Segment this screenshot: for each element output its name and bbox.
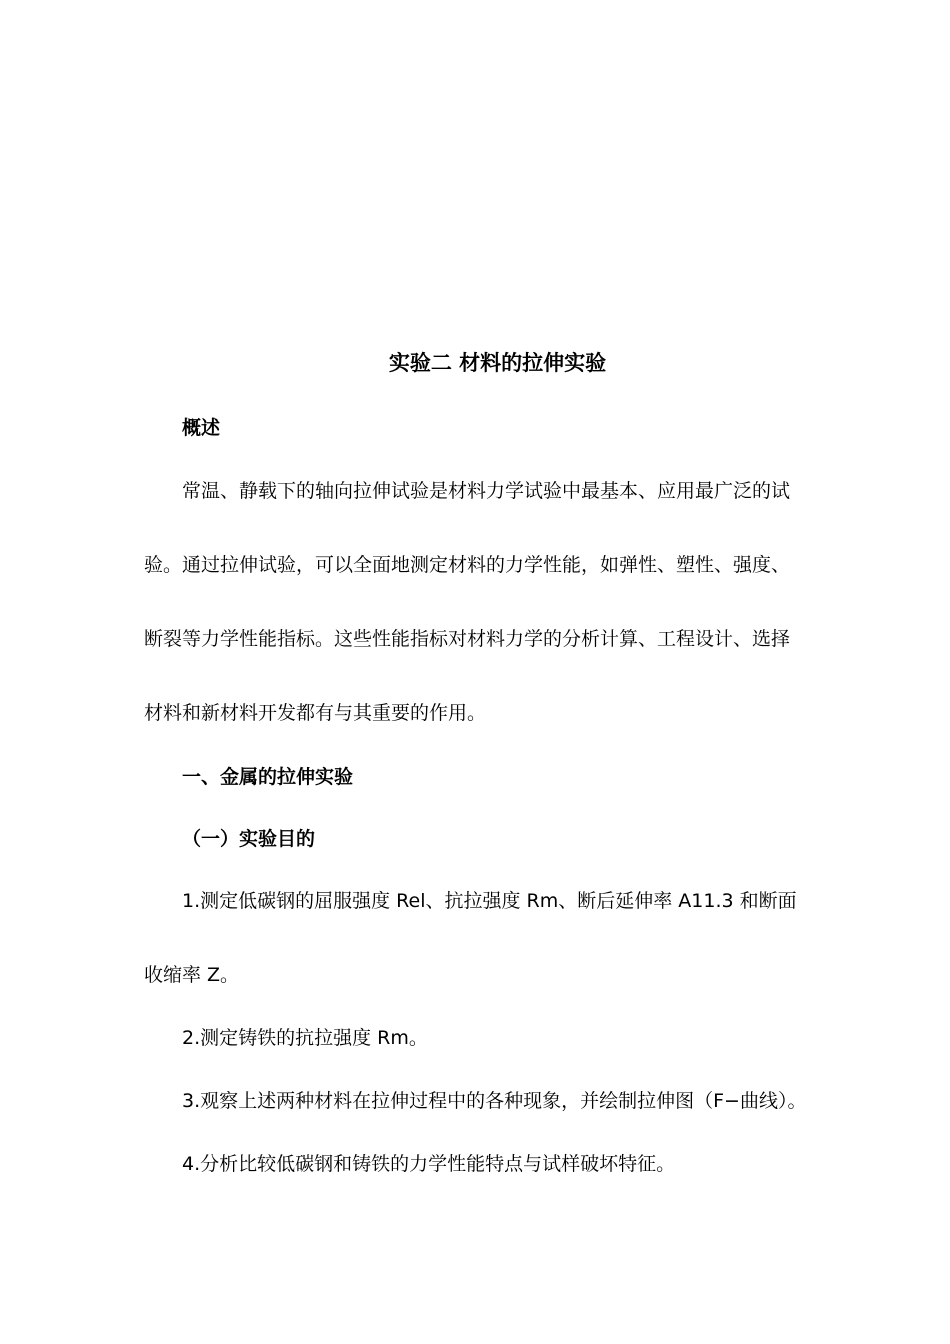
objective-item: 3.观察上述两种材料在拉伸过程中的各种现象，并绘制拉伸图（F−曲线）。 <box>182 1090 807 1112</box>
objective-item: 4.分析比较低碳钢和铸铁的力学性能特点与试样破坏特征。 <box>182 1153 676 1175</box>
overview-paragraph-line: 断裂等力学性能指标。这些性能指标对材料力学的分析计算、工程设计、选择 <box>144 628 791 650</box>
objective-item: 2.测定铸铁的抗拉强度 Rm。 <box>182 1027 428 1049</box>
objective-item-continuation: 收缩率 Z。 <box>144 964 240 986</box>
subsection-heading: （一）实验目的 <box>182 828 316 850</box>
section-heading: 一、金属的拉伸实验 <box>182 766 354 788</box>
overview-heading: 概述 <box>182 417 221 439</box>
overview-paragraph-line: 材料和新材料开发都有与其重要的作用。 <box>144 702 487 724</box>
objective-item: 1.测定低碳钢的屈服强度 Rel、抗拉强度 Rm、断后延伸率 A11.3 和断面 <box>182 890 797 912</box>
overview-paragraph-line: 常温、静载下的轴向拉伸试验是材料力学试验中最基本、应用最广泛的试 <box>182 480 791 502</box>
overview-paragraph-line: 验。通过拉伸试验，可以全面地测定材料的力学性能，如弹性、塑性、强度、 <box>144 554 791 576</box>
document-title: 实验二 材料的拉伸实验 <box>388 351 607 375</box>
